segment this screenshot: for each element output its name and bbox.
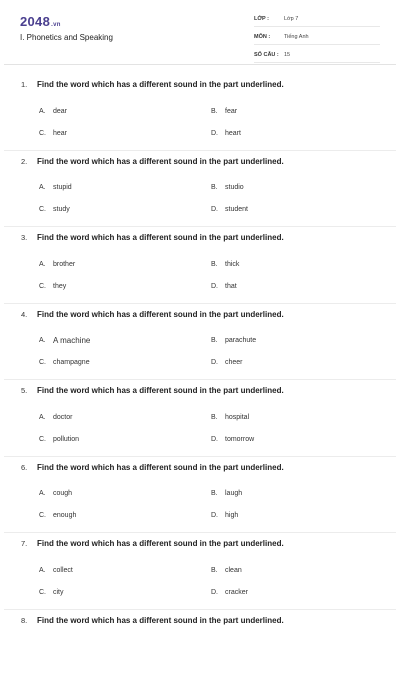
option-b[interactable] [211, 406, 383, 428]
option-a[interactable] [39, 253, 211, 275]
logo-main: 2048 [20, 14, 50, 29]
option-a[interactable] [39, 100, 211, 122]
divider [4, 379, 396, 380]
option-text: clean [225, 567, 242, 574]
worksheet-header [4, 0, 396, 65]
question-text: Find the word which has a different sound in the part underlined. [37, 157, 284, 166]
option-letter: B. [211, 108, 225, 115]
question-number: 1. [4, 80, 37, 89]
option-a[interactable] [39, 559, 211, 581]
option-b[interactable] [211, 177, 383, 199]
option-letter: D. [211, 589, 225, 596]
option-letter: B. [211, 567, 225, 574]
option-letter: D. [211, 436, 225, 443]
question-item [4, 537, 396, 609]
option-b[interactable] [211, 330, 383, 352]
question-item [4, 461, 396, 533]
question-text: Find the word which has a different sound in the part underlined. [37, 463, 284, 472]
option-text: pollution [53, 436, 79, 443]
question-number: 4. [4, 310, 37, 319]
option-letter: A. [39, 108, 53, 115]
option-text: brother [53, 261, 75, 268]
question-item [4, 614, 396, 685]
option-text: study [53, 206, 70, 213]
option-b[interactable] [211, 100, 383, 122]
option-text: enough [53, 512, 76, 519]
question-number: 2. [4, 157, 37, 166]
option-text: they [53, 283, 66, 290]
option-text: hospital [225, 414, 249, 421]
question-text: Find the word which has a different sound in the part underlined. [37, 233, 284, 242]
option-letter: A. [39, 490, 53, 497]
option-text: student [225, 206, 248, 213]
meta-info [254, 12, 380, 66]
option-c[interactable] [39, 428, 211, 450]
option-text: studio [225, 184, 244, 191]
option-d[interactable] [211, 352, 383, 374]
option-letter: B. [211, 337, 225, 344]
question-item [4, 78, 396, 150]
option-d[interactable] [211, 199, 383, 221]
option-text: parachute [225, 337, 256, 344]
option-letter: A. [39, 414, 53, 421]
option-d[interactable] [211, 275, 383, 297]
worksheet-page [4, 0, 396, 600]
option-letter: D. [211, 283, 225, 290]
meta-row-class [254, 12, 380, 27]
meta-value: Lớp 7 [284, 16, 298, 22]
option-letter: A. [39, 567, 53, 574]
option-c[interactable] [39, 352, 211, 374]
option-c[interactable] [39, 505, 211, 527]
logo-suffix: .vn [51, 22, 61, 28]
option-letter: D. [211, 359, 225, 366]
option-letter: D. [211, 206, 225, 213]
question-text: Find the word which has a different sound in the part underlined. [37, 616, 284, 625]
option-text: city [53, 589, 64, 596]
question-text: Find the word which has a different sound in the part underlined. [37, 310, 284, 319]
option-letter: C. [39, 589, 53, 596]
divider [4, 150, 396, 151]
option-a[interactable] [39, 483, 211, 505]
divider [4, 609, 396, 610]
option-b[interactable] [211, 253, 383, 275]
option-letter: B. [211, 414, 225, 421]
option-text: laugh [225, 490, 242, 497]
option-letter: A. [39, 337, 53, 344]
section-title: I. Phonetics and Speaking [20, 33, 113, 42]
question-text: Find the word which has a different sound in the part underlined. [37, 386, 284, 395]
option-letter: C. [39, 512, 53, 519]
meta-label: SỐ CÂU : [254, 52, 284, 58]
question-number: 3. [4, 233, 37, 242]
question-number: 6. [4, 463, 37, 472]
option-letter: D. [211, 512, 225, 519]
meta-value: Tiếng Anh [284, 34, 309, 40]
option-letter: B. [211, 184, 225, 191]
option-c[interactable] [39, 122, 211, 144]
option-text: hear [53, 130, 67, 137]
option-letter: B. [211, 261, 225, 268]
option-text: stupid [53, 184, 72, 191]
option-text: thick [225, 261, 239, 268]
option-letter: B. [211, 490, 225, 497]
option-d[interactable] [211, 122, 383, 144]
site-logo[interactable] [20, 14, 61, 29]
question-item [4, 155, 396, 227]
question-text: Find the word which has a different sound in the part underlined. [37, 80, 284, 89]
option-letter: A. [39, 261, 53, 268]
question-number: 8. [4, 616, 37, 625]
question-item [4, 308, 396, 380]
question-number: 7. [4, 539, 37, 548]
option-letter: C. [39, 130, 53, 137]
option-c[interactable] [39, 275, 211, 297]
question-item [4, 231, 396, 303]
option-text: high [225, 512, 238, 519]
option-text: champagne [53, 359, 90, 366]
option-d[interactable] [211, 428, 383, 450]
option-text: cough [53, 490, 72, 497]
meta-value: 15 [284, 52, 290, 58]
option-letter: C. [39, 359, 53, 366]
option-letter: C. [39, 436, 53, 443]
option-c[interactable] [39, 199, 211, 221]
option-letter: C. [39, 283, 53, 290]
divider [4, 532, 396, 533]
meta-row-subject [254, 30, 380, 45]
question-text: Find the word which has a different sound in the part underlined. [37, 539, 284, 548]
option-d[interactable] [211, 505, 383, 527]
meta-label: LỚP : [254, 16, 284, 22]
option-text: dear [53, 108, 67, 115]
question-item [4, 384, 396, 456]
option-a[interactable] [39, 406, 211, 428]
option-b[interactable] [211, 559, 383, 581]
option-text: cheer [225, 359, 243, 366]
meta-label: MÔN : [254, 34, 284, 40]
option-text: collect [53, 567, 73, 574]
option-letter: D. [211, 130, 225, 137]
divider [4, 456, 396, 457]
option-text: fear [225, 108, 237, 115]
option-text: that [225, 283, 237, 290]
option-text: tomorrow [225, 436, 254, 443]
option-letter: A. [39, 184, 53, 191]
option-text: A machine [53, 336, 90, 345]
divider [4, 226, 396, 227]
question-list [4, 65, 396, 685]
option-a[interactable] [39, 330, 211, 352]
divider [4, 303, 396, 304]
option-letter: C. [39, 206, 53, 213]
option-text: cracker [225, 589, 248, 596]
option-a[interactable] [39, 177, 211, 199]
option-text: doctor [53, 414, 72, 421]
option-b[interactable] [211, 483, 383, 505]
question-number: 5. [4, 386, 37, 395]
meta-row-count [254, 48, 380, 63]
option-text: heart [225, 130, 241, 137]
